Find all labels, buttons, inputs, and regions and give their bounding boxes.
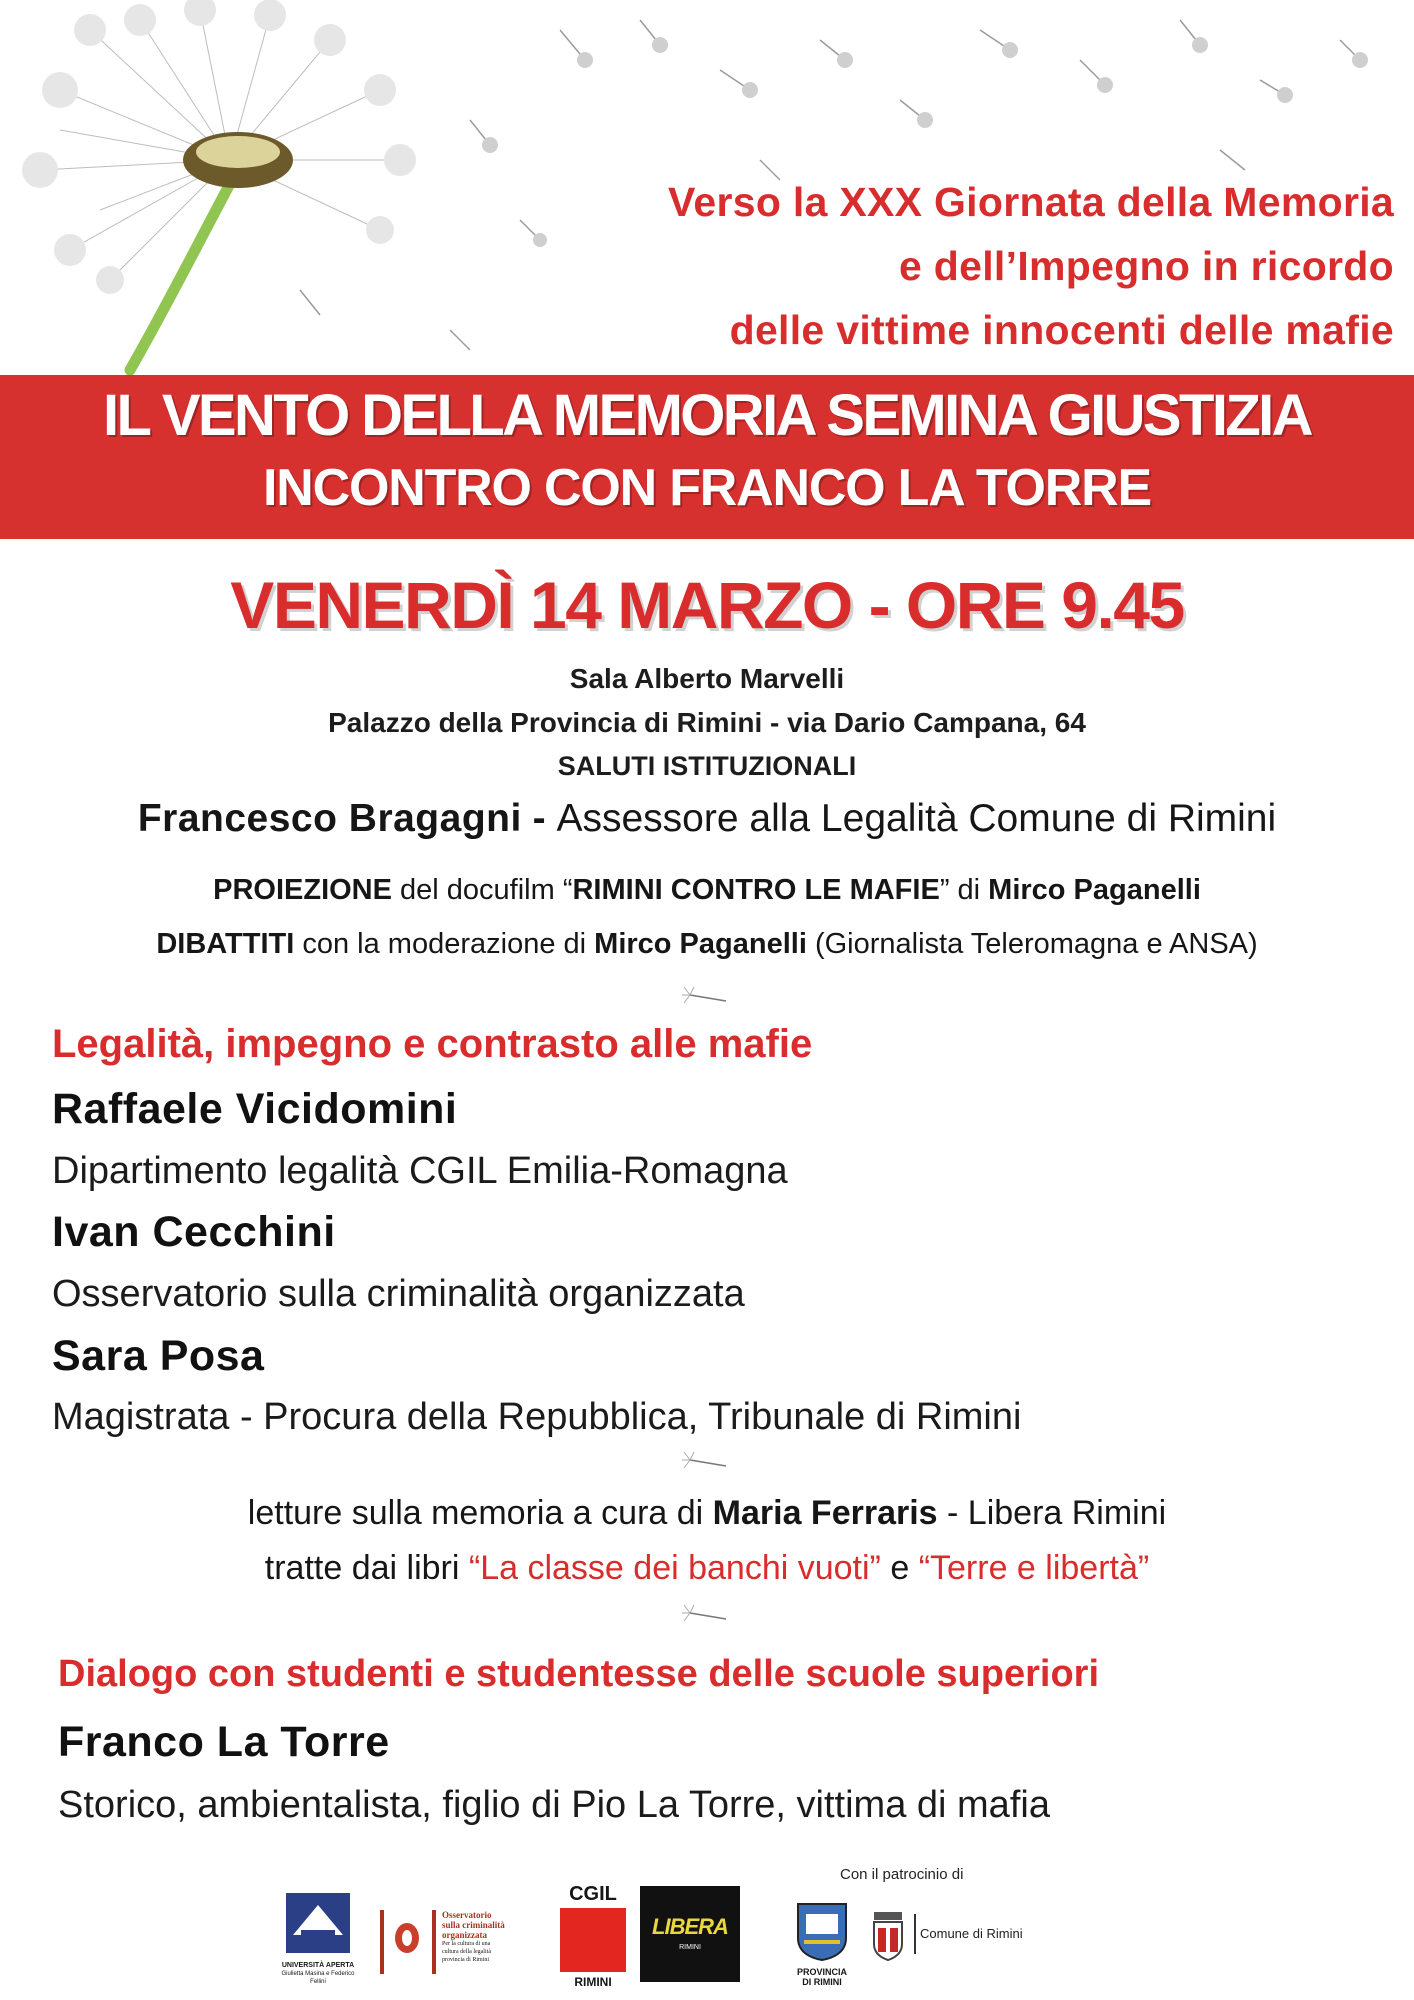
debates-moderator: Mirco Paganelli [594, 928, 807, 960]
osservatorio-line-1: Osservatorio [442, 1910, 492, 1920]
speaker-name: Raffaele Vicidomini [52, 1085, 458, 1133]
section-title-legality: Legalità, impegno e contrasto alle mafie [52, 1022, 813, 1066]
universita-name: UNIVERSITÀ APERTA [281, 1962, 355, 1969]
universita-sub: Giulietta Masina e Federico Fellini [281, 1971, 355, 1985]
projection-label: PROIEZIONE [213, 874, 392, 906]
osservatorio-bracket-icon [380, 1910, 436, 1974]
speaker-name: Franco La Torre [58, 1718, 390, 1766]
debates-label: DIBATTITI [156, 928, 295, 960]
greetings-label: SALUTI ISTITUZIONALI [557, 751, 857, 781]
patronage-label: Con il patrocinio di [840, 1866, 964, 1883]
provincia-line-1: PROVINCIA [796, 1967, 847, 1977]
debates-line [0, 928, 1414, 961]
intro-line-2: e dell’Impegno in ricordo [899, 243, 1394, 289]
comune-name: Comune di Rimini [920, 1926, 1023, 1941]
logos-footer [0, 1860, 1414, 2000]
provincia-logo [790, 1900, 854, 2000]
greeting-separator: - [521, 797, 557, 840]
speaker-role: Osservatorio sulla criminalità organizzata [52, 1273, 745, 1315]
projection-text-1: del docufilm “ [391, 874, 573, 906]
provincia-crest-icon [794, 1900, 850, 1962]
projection-author: Mirco Paganelli [988, 874, 1201, 906]
readings-reader: Maria Ferraris [712, 1494, 938, 1532]
debates-text-1: con la moderazione di [294, 928, 595, 960]
osservatorio-line-5: cultura della legalità [442, 1949, 491, 1955]
seed-divider-icon [682, 1450, 732, 1480]
venue-room: Sala Alberto Marvelli [569, 663, 845, 694]
osservatorio-line-3: organizzata [442, 1930, 487, 1940]
intro-line-3: delle vittime innocenti delle mafie [729, 307, 1394, 353]
readings-book-1: “La classe dei banchi vuoti” [468, 1549, 881, 1587]
seed-divider-icon [682, 1603, 732, 1633]
seed-divider-icon [682, 985, 732, 1015]
libera-name: LIBERA [652, 1914, 728, 1939]
event-date-time: VENERDÌ 14 MARZO - ORE 9.45 [230, 568, 1184, 642]
projection-text-2: ” di [939, 874, 989, 906]
greeting-role: Assessore alla Legalità Comune di Rimini [556, 797, 1277, 840]
libera-logo [640, 1886, 740, 1982]
osservatorio-line-6: provincia di Rimini [442, 1957, 489, 1963]
osservatorio-line-2: sulla criminalità [442, 1920, 505, 1930]
readings-text-1: letture sulla memoria a cura di [247, 1494, 713, 1532]
speaker-name: Ivan Cecchini [52, 1208, 336, 1256]
greeting-name: Francesco Bragagni [137, 797, 522, 840]
university-icon [283, 1890, 353, 1956]
comune-crest-icon [868, 1908, 908, 1962]
speaker-role: Magistrata - Procura della Repubblica, Tribunale di Rimini [52, 1396, 1022, 1438]
readings-text-2: - Libera Rimini [937, 1494, 1167, 1532]
cgil-city: RIMINI [574, 1975, 612, 1989]
projection-film: RIMINI CONTRO LE MAFIE [572, 874, 940, 906]
speaker-name: Sara Posa [52, 1332, 265, 1380]
speaker-role: Dipartimento legalità CGIL Emilia-Romagna [52, 1150, 788, 1192]
speaker-role: Storico, ambientalista, figlio di Pio La Torre, vittima di mafia [58, 1784, 1050, 1826]
event-title: IL VENTO DELLA MEMORIA SEMINA GIUSTIZIA [103, 383, 1311, 448]
universita-aperta-logo [276, 1890, 360, 1990]
comune-logo [868, 1908, 1038, 1968]
readings-book-2: “Terre e libertà” [918, 1549, 1150, 1587]
readings-text-4: e [880, 1549, 919, 1587]
section-title-dialogue: Dialogo con studenti e studentesse delle scuole superiori [58, 1653, 1100, 1695]
osservatorio-logo [380, 1910, 520, 1980]
libera-city: RIMINI [679, 1944, 701, 1951]
osservatorio-line-4: Per la cultura di una [442, 1941, 491, 1947]
readings-text-3: tratte dai libri [264, 1549, 469, 1587]
venue-address: Palazzo della Provincia di Rimini - via Dario Campana, 64 [328, 707, 1086, 738]
intro-line-1: Verso la XXX Giornata della Memoria [668, 179, 1394, 225]
provincia-line-2: DI RIMINI [802, 1977, 842, 1987]
event-subtitle: INCONTRO CON FRANCO LA TORRE [263, 459, 1151, 517]
cgil-logo [560, 1882, 626, 1994]
readings-line-1 [0, 1494, 1414, 1533]
readings-line-2 [0, 1549, 1414, 1588]
greeting-line [0, 797, 1414, 841]
debates-text-2: (Giornalista Teleromagna e ANSA) [806, 928, 1258, 960]
cgil-name: CGIL [569, 1883, 617, 1905]
projection-line [0, 874, 1414, 907]
